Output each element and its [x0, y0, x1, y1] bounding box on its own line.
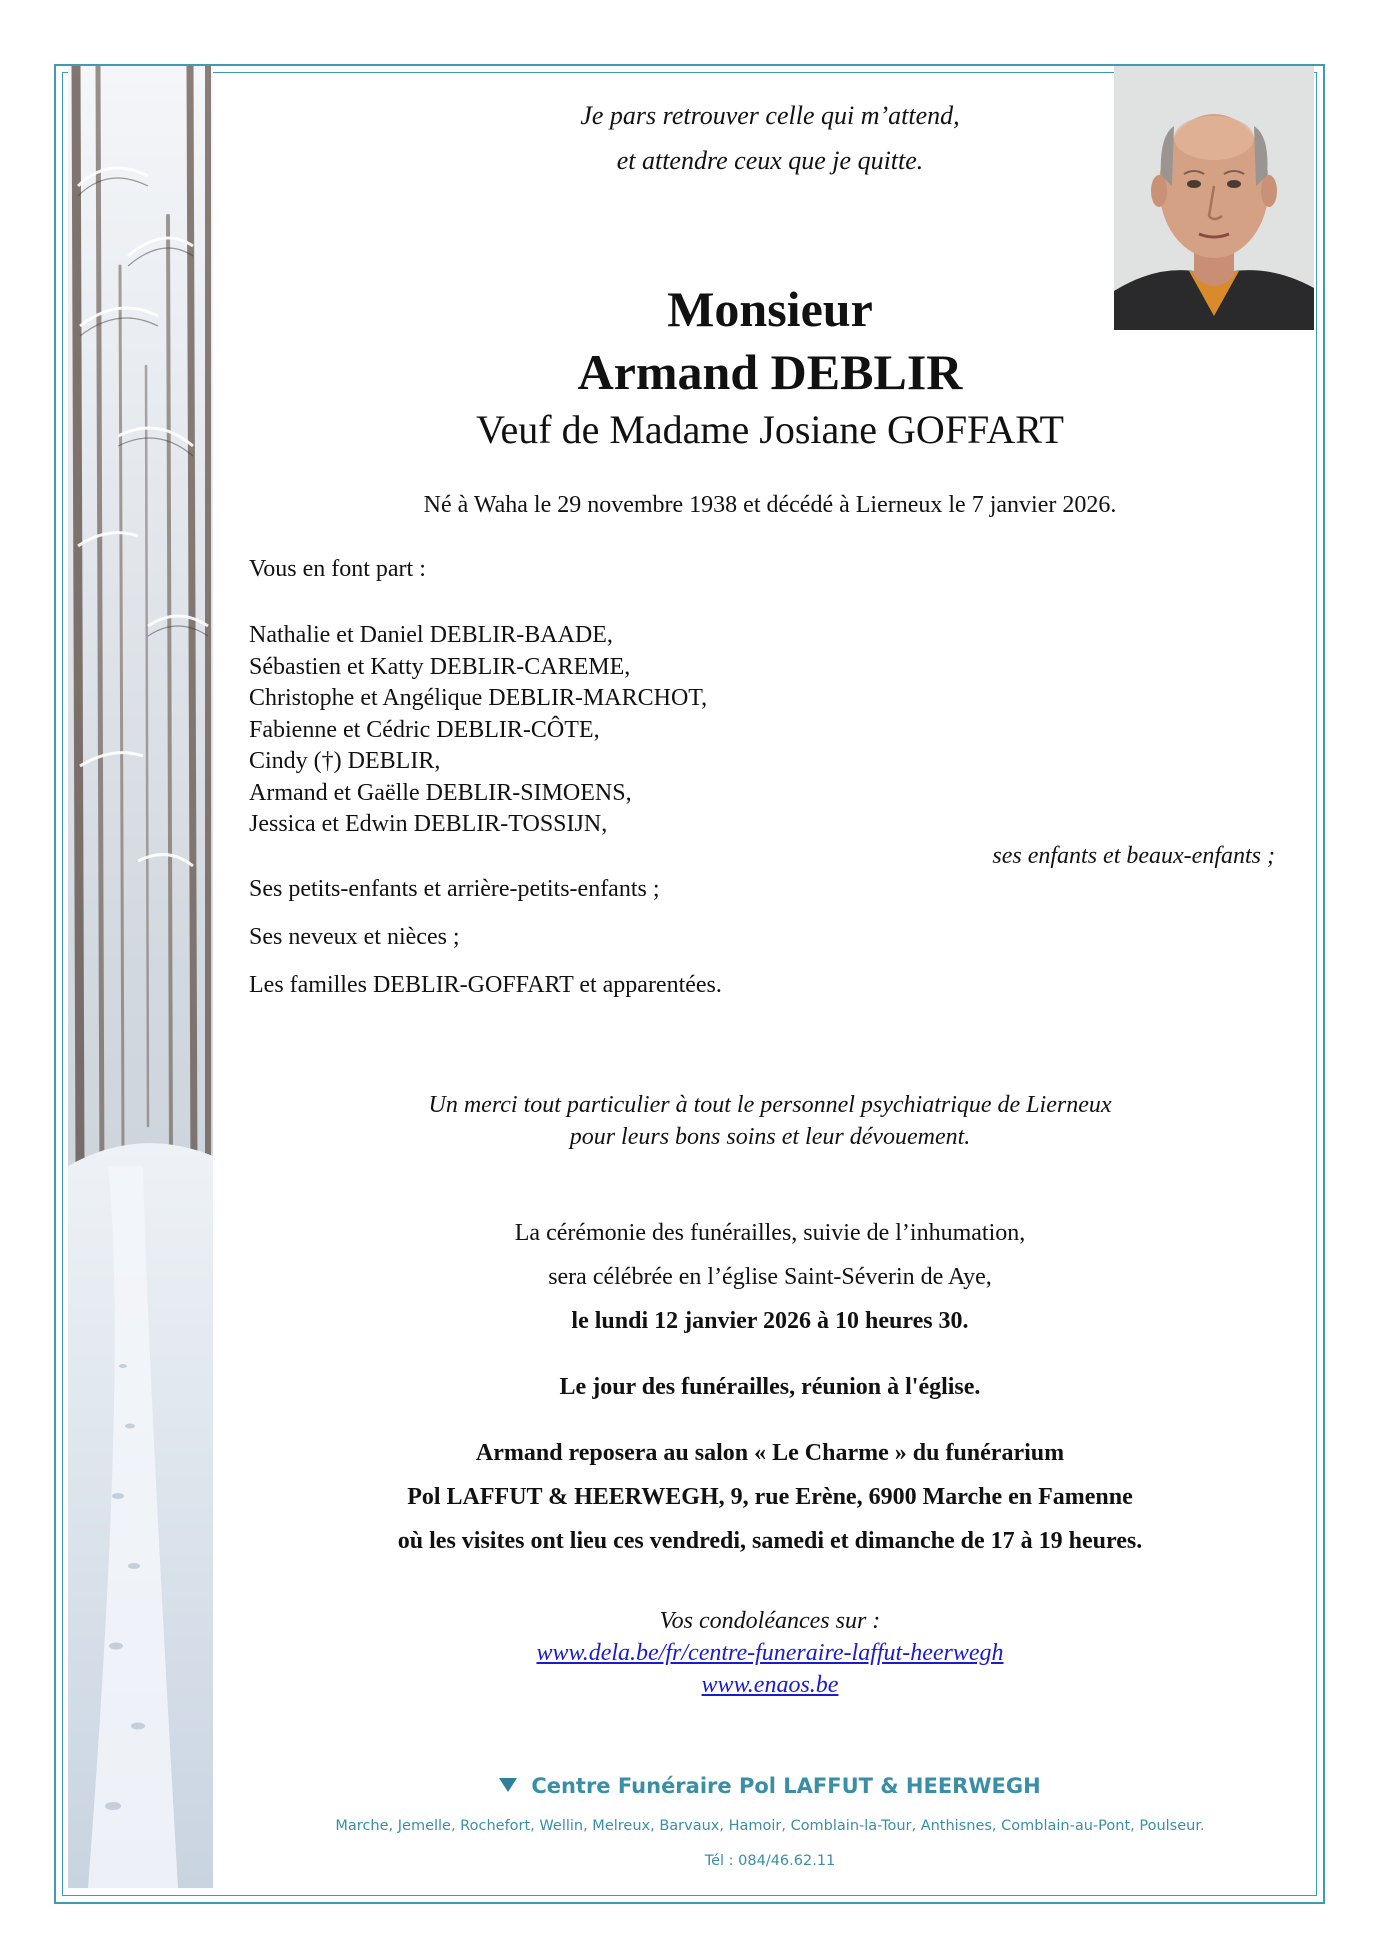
- birth-death-line: Né à Waha le 29 novembre 1938 et décédé à Lierneux le 7 janvier 2026.: [423, 492, 1117, 518]
- children-label: ses enfants et beaux-enfants ;: [992, 843, 1275, 869]
- footer-brand: [230, 1774, 1310, 1798]
- footer-locations: Marche, Jemelle, Rochefort, Wellin, Melreux, Barvaux, Hamoir, Comblain-la-Tour, Anthisnes, Comblain-au-Pont, Poulseur.: [335, 1818, 1205, 1834]
- condolences-label: Vos condoléances sur :: [659, 1608, 881, 1634]
- list-item: Fabienne et Cédric DEBLIR-CÔTE,: [249, 716, 600, 743]
- obituary-content: [230, 0, 1310, 1949]
- quote-line-1: Je pars retrouver celle qui m’attend,: [580, 101, 960, 130]
- meeting-line: Le jour des funérailles, réunion à l'église.: [559, 1374, 981, 1400]
- list-item: Jessica et Edwin DEBLIR-TOSSIJN,: [249, 811, 608, 837]
- announcement-intro: Vous en font part :: [249, 556, 426, 582]
- snowy-forest-illustration: [68, 66, 213, 1888]
- list-item: Nathalie et Daniel DEBLIR-BAADE,: [249, 622, 613, 648]
- spouse-line: Veuf de Madame Josiane GOFFART: [476, 407, 1064, 452]
- quote-line-2: et attendre ceux que je quitte.: [616, 146, 924, 175]
- list-item: Cindy (†) DEBLIR,: [249, 748, 441, 774]
- footer-brand-label: Centre Funéraire Pol LAFFUT & HEERWEGH: [531, 1774, 1041, 1798]
- nephews-line: Ses neveux et nièces ;: [249, 924, 460, 950]
- thanks-line-2: pour leurs bons soins et leur dévouement.: [569, 1124, 971, 1150]
- condolences-link-dela[interactable]: www.dela.be/fr/centre-funeraire-laffut-heerwegh: [536, 1640, 1004, 1666]
- ceremony-line-1: La cérémonie des funérailles, suivie de l’inhumation,: [514, 1220, 1026, 1246]
- ceremony-line-2: sera célébrée en l’église Saint-Séverin de Aye,: [548, 1264, 992, 1290]
- condolences-link-enaos[interactable]: www.enaos.be: [701, 1672, 839, 1698]
- families-line: Les familles DEBLIR-GOFFART et apparentées.: [249, 972, 722, 998]
- list-item: Armand et Gaëlle DEBLIR-SIMOENS,: [249, 779, 632, 806]
- children-list: [249, 620, 707, 841]
- ceremony-date: le lundi 12 janvier 2026 à 10 heures 30.: [571, 1308, 969, 1334]
- honorific: Monsieur: [667, 281, 873, 337]
- footer-phone: Tél : 084/46.62.11: [704, 1853, 836, 1869]
- list-item: Sébastien et Katty DEBLIR-CAREME,: [249, 653, 631, 680]
- snowy-forest-image: [68, 66, 213, 1888]
- rest-line-3: où les visites ont lieu ces vendredi, samedi et dimanche de 17 à 19 heures.: [397, 1528, 1143, 1554]
- grandchildren-line: Ses petits-enfants et arrière-petits-enfants ;: [249, 876, 660, 902]
- deceased-name: Armand DEBLIR: [577, 344, 963, 400]
- thanks-line-1: Un merci tout particulier à tout le personnel psychiatrique de Lierneux: [428, 1092, 1112, 1118]
- rest-line-1: Armand reposera au salon « Le Charme » du funérarium: [475, 1440, 1065, 1466]
- list-item: Christophe et Angélique DEBLIR-MARCHOT,: [249, 685, 708, 711]
- triangle-down-icon: [499, 1778, 517, 1792]
- rest-line-2: Pol LAFFUT & HEERWEGH, 9, rue Erène, 6900 Marche en Famenne: [407, 1484, 1133, 1510]
